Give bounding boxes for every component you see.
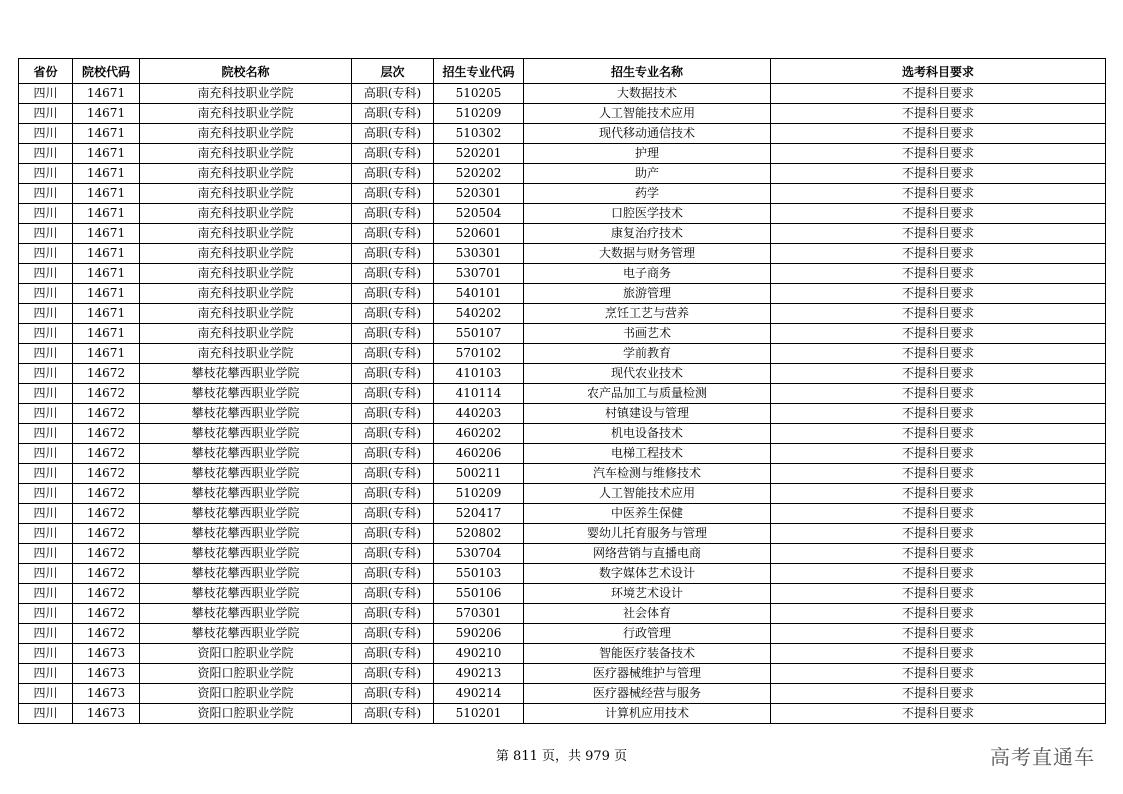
table-row <box>19 104 1106 124</box>
school-code-cell: 14672 <box>73 584 140 604</box>
province-cell: 四川 <box>19 204 73 224</box>
school-code-cell: 14672 <box>73 484 140 504</box>
table-row <box>19 524 1106 544</box>
major-code-cell: 530701 <box>434 264 524 284</box>
province-cell: 四川 <box>19 124 73 144</box>
major-name-cell: 护理 <box>524 144 771 164</box>
level-cell: 高职(专科) <box>352 124 434 144</box>
major-code-cell: 510209 <box>434 104 524 124</box>
table-row <box>19 144 1106 164</box>
table-row <box>19 504 1106 524</box>
school-code-cell: 14671 <box>73 304 140 324</box>
level-cell: 高职(专科) <box>352 344 434 364</box>
school-name-cell: 资阳口腔职业学院 <box>140 644 352 664</box>
province-cell: 四川 <box>19 484 73 504</box>
table-row <box>19 384 1106 404</box>
school-code-cell: 14671 <box>73 344 140 364</box>
level-cell: 高职(专科) <box>352 144 434 164</box>
subject-requirement-cell: 不提科目要求 <box>771 104 1106 124</box>
school-name-cell: 南充科技职业学院 <box>140 284 352 304</box>
major-name-cell: 机电设备技术 <box>524 424 771 444</box>
province-cell: 四川 <box>19 384 73 404</box>
major-name-cell: 药学 <box>524 184 771 204</box>
school-name-cell: 南充科技职业学院 <box>140 264 352 284</box>
subject-requirement-cell: 不提科目要求 <box>771 504 1106 524</box>
major-code-cell: 500211 <box>434 464 524 484</box>
province-cell: 四川 <box>19 324 73 344</box>
table-row <box>19 644 1106 664</box>
subject-requirement-cell: 不提科目要求 <box>771 624 1106 644</box>
level-cell: 高职(专科) <box>352 604 434 624</box>
major-code-cell: 520202 <box>434 164 524 184</box>
table-row <box>19 224 1106 244</box>
province-cell: 四川 <box>19 464 73 484</box>
table-row <box>19 264 1106 284</box>
school-code-cell: 14672 <box>73 524 140 544</box>
school-code-cell: 14672 <box>73 404 140 424</box>
school-code-cell: 14671 <box>73 144 140 164</box>
table-row <box>19 344 1106 364</box>
table-row <box>19 604 1106 624</box>
major-code-cell: 490214 <box>434 684 524 704</box>
table-row <box>19 444 1106 464</box>
watermark-logo: 高考直通车 <box>990 745 1095 769</box>
subject-requirement-cell: 不提科目要求 <box>771 704 1106 724</box>
level-cell: 高职(专科) <box>352 84 434 104</box>
subject-requirement-cell: 不提科目要求 <box>771 244 1106 264</box>
school-name-cell: 攀枝花攀西职业学院 <box>140 564 352 584</box>
major-name-cell: 网络营销与直播电商 <box>524 544 771 564</box>
subject-requirement-cell: 不提科目要求 <box>771 344 1106 364</box>
level-cell: 高职(专科) <box>352 304 434 324</box>
school-code-cell: 14671 <box>73 244 140 264</box>
major-code-cell: 530301 <box>434 244 524 264</box>
header-province: 省份 <box>19 59 73 84</box>
school-name-cell: 攀枝花攀西职业学院 <box>140 464 352 484</box>
province-cell: 四川 <box>19 184 73 204</box>
major-code-cell: 590206 <box>434 624 524 644</box>
major-code-cell: 520802 <box>434 524 524 544</box>
header-major-name: 招生专业名称 <box>524 59 771 84</box>
subject-requirement-cell: 不提科目要求 <box>771 224 1106 244</box>
major-code-cell: 570301 <box>434 604 524 624</box>
major-code-cell: 490210 <box>434 644 524 664</box>
province-cell: 四川 <box>19 264 73 284</box>
province-cell: 四川 <box>19 604 73 624</box>
header-row <box>19 59 1106 84</box>
province-cell: 四川 <box>19 84 73 104</box>
school-code-cell: 14672 <box>73 504 140 524</box>
table-row <box>19 584 1106 604</box>
school-code-cell: 14671 <box>73 164 140 184</box>
level-cell: 高职(专科) <box>352 444 434 464</box>
table-row <box>19 364 1106 384</box>
table-body <box>19 84 1106 724</box>
school-name-cell: 攀枝花攀西职业学院 <box>140 524 352 544</box>
school-code-cell: 14672 <box>73 544 140 564</box>
level-cell: 高职(专科) <box>352 664 434 684</box>
major-name-cell: 大数据与财务管理 <box>524 244 771 264</box>
subject-requirement-cell: 不提科目要求 <box>771 424 1106 444</box>
province-cell: 四川 <box>19 164 73 184</box>
major-name-cell: 计算机应用技术 <box>524 704 771 724</box>
major-name-cell: 康复治疗技术 <box>524 224 771 244</box>
major-code-cell: 520417 <box>434 504 524 524</box>
school-name-cell: 资阳口腔职业学院 <box>140 664 352 684</box>
major-name-cell: 医疗器械维护与管理 <box>524 664 771 684</box>
table-row <box>19 564 1106 584</box>
province-cell: 四川 <box>19 404 73 424</box>
table-row <box>19 624 1106 644</box>
school-name-cell: 攀枝花攀西职业学院 <box>140 424 352 444</box>
subject-requirement-cell: 不提科目要求 <box>771 324 1106 344</box>
level-cell: 高职(专科) <box>352 404 434 424</box>
subject-requirement-cell: 不提科目要求 <box>771 304 1106 324</box>
major-name-cell: 电子商务 <box>524 264 771 284</box>
school-code-cell: 14671 <box>73 204 140 224</box>
table-row <box>19 324 1106 344</box>
table-row <box>19 124 1106 144</box>
major-name-cell: 书画艺术 <box>524 324 771 344</box>
major-code-cell: 530704 <box>434 544 524 564</box>
subject-requirement-cell: 不提科目要求 <box>771 124 1106 144</box>
province-cell: 四川 <box>19 284 73 304</box>
province-cell: 四川 <box>19 104 73 124</box>
subject-requirement-cell: 不提科目要求 <box>771 644 1106 664</box>
subject-requirement-cell: 不提科目要求 <box>771 684 1106 704</box>
school-code-cell: 14673 <box>73 644 140 664</box>
major-name-cell: 农产品加工与质量检测 <box>524 384 771 404</box>
subject-requirement-cell: 不提科目要求 <box>771 604 1106 624</box>
header-school-code: 院校代码 <box>73 59 140 84</box>
school-name-cell: 资阳口腔职业学院 <box>140 704 352 724</box>
major-name-cell: 行政管理 <box>524 624 771 644</box>
major-name-cell: 助产 <box>524 164 771 184</box>
province-cell: 四川 <box>19 244 73 264</box>
school-name-cell: 南充科技职业学院 <box>140 304 352 324</box>
school-name-cell: 攀枝花攀西职业学院 <box>140 444 352 464</box>
school-code-cell: 14672 <box>73 624 140 644</box>
table-row <box>19 664 1106 684</box>
subject-requirement-cell: 不提科目要求 <box>771 364 1106 384</box>
level-cell: 高职(专科) <box>352 704 434 724</box>
major-name-cell: 智能医疗装备技术 <box>524 644 771 664</box>
table-row <box>19 164 1106 184</box>
table-row <box>19 684 1106 704</box>
province-cell: 四川 <box>19 564 73 584</box>
major-name-cell: 学前教育 <box>524 344 771 364</box>
province-cell: 四川 <box>19 524 73 544</box>
school-code-cell: 14673 <box>73 664 140 684</box>
major-code-cell: 570102 <box>434 344 524 364</box>
major-name-cell: 数字媒体艺术设计 <box>524 564 771 584</box>
school-name-cell: 攀枝花攀西职业学院 <box>140 384 352 404</box>
school-name-cell: 攀枝花攀西职业学院 <box>140 404 352 424</box>
major-code-cell: 410103 <box>434 364 524 384</box>
province-cell: 四川 <box>19 584 73 604</box>
school-code-cell: 14673 <box>73 704 140 724</box>
subject-requirement-cell: 不提科目要求 <box>771 664 1106 684</box>
page-number: 第 811 页，共 979 页 <box>495 749 628 764</box>
table-row <box>19 244 1106 264</box>
major-name-cell: 现代农业技术 <box>524 364 771 384</box>
school-code-cell: 14671 <box>73 284 140 304</box>
province-cell: 四川 <box>19 444 73 464</box>
province-cell: 四川 <box>19 224 73 244</box>
major-code-cell: 520504 <box>434 204 524 224</box>
table-row <box>19 484 1106 504</box>
level-cell: 高职(专科) <box>352 264 434 284</box>
header-level: 层次 <box>352 59 434 84</box>
table-row <box>19 544 1106 564</box>
school-name-cell: 南充科技职业学院 <box>140 84 352 104</box>
school-code-cell: 14673 <box>73 684 140 704</box>
major-code-cell: 490213 <box>434 664 524 684</box>
level-cell: 高职(专科) <box>352 164 434 184</box>
school-name-cell: 攀枝花攀西职业学院 <box>140 504 352 524</box>
school-code-cell: 14671 <box>73 124 140 144</box>
major-code-cell: 550107 <box>434 324 524 344</box>
major-name-cell: 旅游管理 <box>524 284 771 304</box>
school-name-cell: 南充科技职业学院 <box>140 104 352 124</box>
school-name-cell: 资阳口腔职业学院 <box>140 684 352 704</box>
subject-requirement-cell: 不提科目要求 <box>771 164 1106 184</box>
province-cell: 四川 <box>19 624 73 644</box>
major-code-cell: 510302 <box>434 124 524 144</box>
header-major-code: 招生专业代码 <box>434 59 524 84</box>
level-cell: 高职(专科) <box>352 504 434 524</box>
major-code-cell: 510205 <box>434 84 524 104</box>
subject-requirement-cell: 不提科目要求 <box>771 404 1106 424</box>
table-row <box>19 464 1106 484</box>
school-name-cell: 攀枝花攀西职业学院 <box>140 604 352 624</box>
subject-requirement-cell: 不提科目要求 <box>771 544 1106 564</box>
major-name-cell: 汽车检测与维修技术 <box>524 464 771 484</box>
major-name-cell: 环境艺术设计 <box>524 584 771 604</box>
major-name-cell: 人工智能技术应用 <box>524 104 771 124</box>
major-code-cell: 510209 <box>434 484 524 504</box>
level-cell: 高职(专科) <box>352 484 434 504</box>
school-name-cell: 南充科技职业学院 <box>140 344 352 364</box>
province-cell: 四川 <box>19 644 73 664</box>
major-code-cell: 550106 <box>434 584 524 604</box>
major-name-cell: 社会体育 <box>524 604 771 624</box>
major-code-cell: 440203 <box>434 404 524 424</box>
province-cell: 四川 <box>19 664 73 684</box>
level-cell: 高职(专科) <box>352 564 434 584</box>
table-row <box>19 404 1106 424</box>
school-code-cell: 14671 <box>73 324 140 344</box>
major-name-cell: 人工智能技术应用 <box>524 484 771 504</box>
major-code-cell: 540101 <box>434 284 524 304</box>
header-school-name: 院校名称 <box>140 59 352 84</box>
major-code-cell: 540202 <box>434 304 524 324</box>
subject-requirement-cell: 不提科目要求 <box>771 384 1106 404</box>
school-code-cell: 14671 <box>73 184 140 204</box>
school-name-cell: 攀枝花攀西职业学院 <box>140 544 352 564</box>
subject-requirement-cell: 不提科目要求 <box>771 464 1106 484</box>
header-subject-requirement: 选考科目要求 <box>771 59 1106 84</box>
subject-requirement-cell: 不提科目要求 <box>771 284 1106 304</box>
school-code-cell: 14672 <box>73 604 140 624</box>
major-code-cell: 510201 <box>434 704 524 724</box>
province-cell: 四川 <box>19 504 73 524</box>
school-code-cell: 14672 <box>73 424 140 444</box>
level-cell: 高职(专科) <box>352 104 434 124</box>
school-name-cell: 攀枝花攀西职业学院 <box>140 364 352 384</box>
school-name-cell: 攀枝花攀西职业学院 <box>140 624 352 644</box>
school-code-cell: 14671 <box>73 224 140 244</box>
province-cell: 四川 <box>19 544 73 564</box>
subject-requirement-cell: 不提科目要求 <box>771 84 1106 104</box>
major-code-cell: 550103 <box>434 564 524 584</box>
level-cell: 高职(专科) <box>352 284 434 304</box>
major-name-cell: 电梯工程技术 <box>524 444 771 464</box>
province-cell: 四川 <box>19 344 73 364</box>
major-name-cell: 医疗器械经营与服务 <box>524 684 771 704</box>
level-cell: 高职(专科) <box>352 324 434 344</box>
province-cell: 四川 <box>19 144 73 164</box>
table-row <box>19 304 1106 324</box>
school-code-cell: 14672 <box>73 464 140 484</box>
province-cell: 四川 <box>19 364 73 384</box>
subject-requirement-cell: 不提科目要求 <box>771 584 1106 604</box>
level-cell: 高职(专科) <box>352 524 434 544</box>
level-cell: 高职(专科) <box>352 424 434 444</box>
level-cell: 高职(专科) <box>352 684 434 704</box>
table-row <box>19 284 1106 304</box>
province-cell: 四川 <box>19 684 73 704</box>
table-row <box>19 424 1106 444</box>
school-name-cell: 南充科技职业学院 <box>140 324 352 344</box>
school-name-cell: 南充科技职业学院 <box>140 184 352 204</box>
level-cell: 高职(专科) <box>352 244 434 264</box>
subject-requirement-cell: 不提科目要求 <box>771 264 1106 284</box>
level-cell: 高职(专科) <box>352 384 434 404</box>
level-cell: 高职(专科) <box>352 624 434 644</box>
major-code-cell: 520301 <box>434 184 524 204</box>
school-name-cell: 南充科技职业学院 <box>140 224 352 244</box>
school-code-cell: 14672 <box>73 564 140 584</box>
province-cell: 四川 <box>19 304 73 324</box>
subject-requirement-cell: 不提科目要求 <box>771 484 1106 504</box>
major-code-cell: 410114 <box>434 384 524 404</box>
school-code-cell: 14671 <box>73 264 140 284</box>
major-code-cell: 460206 <box>434 444 524 464</box>
admission-table <box>18 58 1106 724</box>
level-cell: 高职(专科) <box>352 544 434 564</box>
subject-requirement-cell: 不提科目要求 <box>771 524 1106 544</box>
table-row <box>19 84 1106 104</box>
major-code-cell: 520201 <box>434 144 524 164</box>
subject-requirement-cell: 不提科目要求 <box>771 444 1106 464</box>
level-cell: 高职(专科) <box>352 224 434 244</box>
major-name-cell: 婴幼儿托育服务与管理 <box>524 524 771 544</box>
school-name-cell: 南充科技职业学院 <box>140 164 352 184</box>
school-code-cell: 14671 <box>73 104 140 124</box>
level-cell: 高职(专科) <box>352 464 434 484</box>
school-name-cell: 南充科技职业学院 <box>140 144 352 164</box>
level-cell: 高职(专科) <box>352 364 434 384</box>
table-row <box>19 184 1106 204</box>
major-name-cell: 口腔医学技术 <box>524 204 771 224</box>
province-cell: 四川 <box>19 704 73 724</box>
major-name-cell: 村镇建设与管理 <box>524 404 771 424</box>
province-cell: 四川 <box>19 424 73 444</box>
major-name-cell: 大数据技术 <box>524 84 771 104</box>
major-name-cell: 中医养生保健 <box>524 504 771 524</box>
level-cell: 高职(专科) <box>352 184 434 204</box>
subject-requirement-cell: 不提科目要求 <box>771 144 1106 164</box>
school-name-cell: 南充科技职业学院 <box>140 124 352 144</box>
subject-requirement-cell: 不提科目要求 <box>771 204 1106 224</box>
level-cell: 高职(专科) <box>352 644 434 664</box>
school-code-cell: 14672 <box>73 444 140 464</box>
school-code-cell: 14672 <box>73 384 140 404</box>
school-code-cell: 14672 <box>73 364 140 384</box>
major-name-cell: 现代移动通信技术 <box>524 124 771 144</box>
major-name-cell: 烹饪工艺与营养 <box>524 304 771 324</box>
subject-requirement-cell: 不提科目要求 <box>771 184 1106 204</box>
school-name-cell: 南充科技职业学院 <box>140 204 352 224</box>
school-code-cell: 14671 <box>73 84 140 104</box>
level-cell: 高职(专科) <box>352 584 434 604</box>
major-code-cell: 520601 <box>434 224 524 244</box>
table-row <box>19 204 1106 224</box>
school-name-cell: 南充科技职业学院 <box>140 244 352 264</box>
level-cell: 高职(专科) <box>352 204 434 224</box>
subject-requirement-cell: 不提科目要求 <box>771 564 1106 584</box>
school-name-cell: 攀枝花攀西职业学院 <box>140 484 352 504</box>
major-code-cell: 460202 <box>434 424 524 444</box>
school-name-cell: 攀枝花攀西职业学院 <box>140 584 352 604</box>
table-row <box>19 704 1106 724</box>
